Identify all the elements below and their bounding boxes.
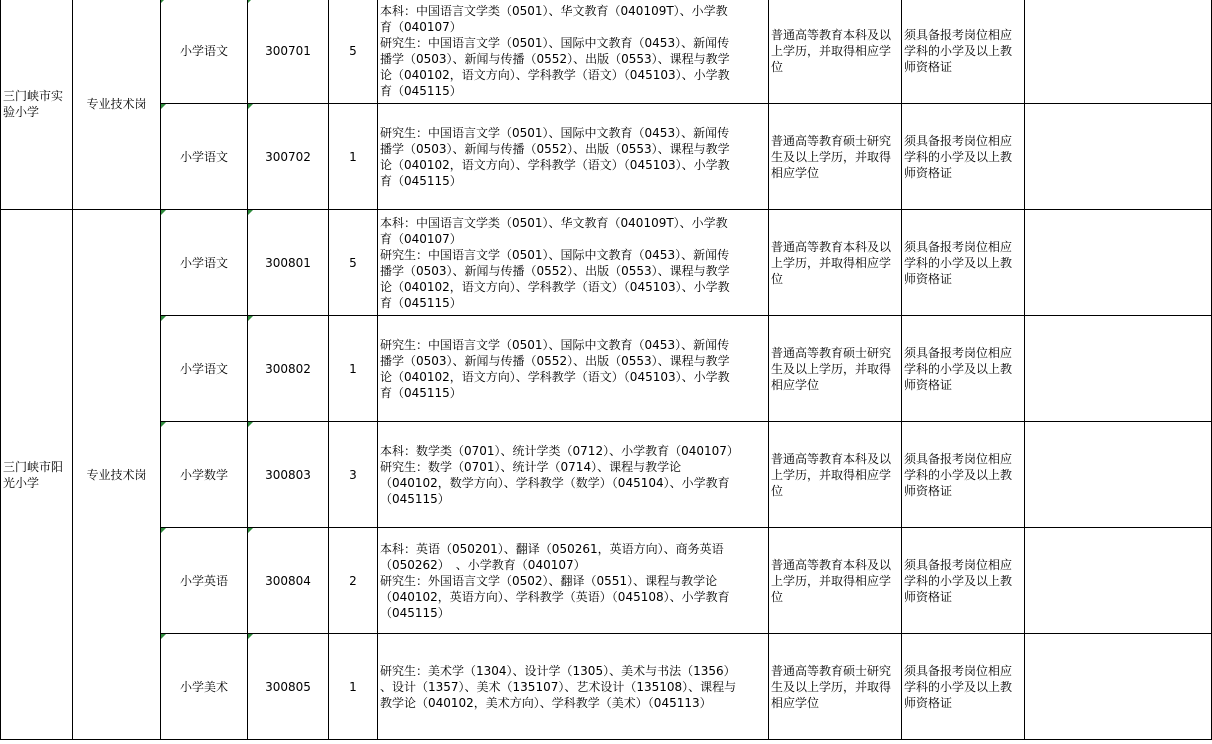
major-line: 育（045115） [380, 173, 462, 188]
major-requirement-cell [378, 210, 769, 316]
major-line: 研究生：外国语言文学（0502）、翻译（0551）、课程与教学论 [380, 573, 718, 588]
major-requirement-cell [378, 634, 769, 740]
major-line: （040102，数学方向）、学科教学（数学）（045104）、小学教育 [380, 475, 730, 490]
post-code-cell: 300802 [248, 316, 329, 422]
note-cell [1025, 634, 1212, 740]
subject-cell: 小学数学 [161, 422, 248, 528]
other-requirement-cell: 须具备报考岗位相应学科的小学及以上教师资格证 [902, 210, 1025, 316]
subject-cell: 小学语文 [161, 0, 248, 104]
table-body [1, 0, 1212, 740]
major-requirement-cell [378, 104, 769, 210]
major-line: （045115） [380, 491, 450, 506]
major-line: （040102，英语方向）、学科教学（英语）（045108）、小学教育 [380, 589, 730, 604]
major-line: 育（040107） [380, 19, 462, 34]
major-line: 研究生：数学（0701）、统计学（0714）、课程与教学论 [380, 459, 682, 474]
major-line: 育（045115） [380, 83, 462, 98]
subject-cell: 小学语文 [161, 210, 248, 316]
major-line: 播学（0503）、新闻与传播（0552）、出版（0553）、课程与教学 [380, 353, 730, 368]
major-line: 论（040102，语文方向）、学科教学（语文）（045103）、小学教 [380, 157, 730, 172]
post-code-cell: 300803 [248, 422, 329, 528]
table-row [1, 422, 1212, 528]
subject-cell: 小学美术 [161, 634, 248, 740]
major-line: 论（040102，语文方向）、学科教学（语文）（045103）、小学教 [380, 67, 730, 82]
major-requirement-cell [378, 0, 769, 104]
post-code-cell: 300805 [248, 634, 329, 740]
table-row [1, 316, 1212, 422]
post-code-cell: 300801 [248, 210, 329, 316]
major-line: 播学（0503）、新闻与传播（0552）、出版（0553）、课程与教学 [380, 51, 730, 66]
headcount-cell: 1 [329, 316, 378, 422]
post-type-cell: 专业技术岗 [73, 0, 161, 210]
note-cell [1025, 104, 1212, 210]
major-line: 研究生：美术学（1304）、设计学（1305）、美术与书法（1356） [380, 663, 736, 678]
table-row [1, 528, 1212, 634]
unit-name-cell: 三门峡市实验小学 [1, 0, 73, 210]
other-requirement-cell: 须具备报考岗位相应学科的小学及以上教师资格证 [902, 634, 1025, 740]
major-line: 本科：中国语言文学类（0501）、华文教育（040109T）、小学教 [380, 3, 728, 18]
headcount-cell: 3 [329, 422, 378, 528]
major-line: 育（045115） [380, 295, 462, 310]
note-cell [1025, 422, 1212, 528]
major-requirement-cell [378, 422, 769, 528]
table-row [1, 210, 1212, 316]
headcount-cell: 5 [329, 0, 378, 104]
major-line: 研究生：中国语言文学（0501）、国际中文教育（0453）、新闻传 [380, 337, 730, 352]
major-line: 研究生：中国语言文学（0501）、国际中文教育（0453）、新闻传 [380, 35, 730, 50]
major-line: 论（040102，语文方向）、学科教学（语文）（045103）、小学教 [380, 279, 730, 294]
post-type-cell: 专业技术岗 [73, 210, 161, 740]
other-requirement-cell: 须具备报考岗位相应学科的小学及以上教师资格证 [902, 316, 1025, 422]
major-line: 本科：中国语言文学类（0501）、华文教育（040109T）、小学教 [380, 215, 728, 230]
note-cell [1025, 316, 1212, 422]
major-line: 论（040102，语文方向）、学科教学（语文）（045103）、小学教 [380, 369, 730, 384]
unit-name-cell: 三门峡市阳光小学 [1, 210, 73, 740]
major-line: 研究生：中国语言文学（0501）、国际中文教育（0453）、新闻传 [380, 125, 730, 140]
headcount-cell: 5 [329, 210, 378, 316]
education-requirement-cell: 普通高等教育本科及以上学历，并取得相应学位 [769, 528, 902, 634]
education-requirement-cell: 普通高等教育本科及以上学历，并取得相应学位 [769, 422, 902, 528]
major-line: 研究生：中国语言文学（0501）、国际中文教育（0453）、新闻传 [380, 247, 730, 262]
major-line: 本科：英语（050201）、翻译（050261，英语方向）、商务英语 [380, 541, 724, 556]
table-row [1, 634, 1212, 740]
education-requirement-cell: 普通高等教育硕士研究生及以上学历，并取得相应学位 [769, 104, 902, 210]
other-requirement-cell: 须具备报考岗位相应学科的小学及以上教师资格证 [902, 528, 1025, 634]
post-code-cell: 300702 [248, 104, 329, 210]
major-requirement-cell [378, 316, 769, 422]
education-requirement-cell: 普通高等教育本科及以上学历，并取得相应学位 [769, 0, 902, 104]
education-requirement-cell: 普通高等教育本科及以上学历，并取得相应学位 [769, 210, 902, 316]
subject-cell: 小学英语 [161, 528, 248, 634]
major-line: 播学（0503）、新闻与传播（0552）、出版（0553）、课程与教学 [380, 141, 730, 156]
major-line: （045115） [380, 605, 450, 620]
major-line: 、设计（1357）、美术（135107）、艺术设计（135108）、课程与 [380, 679, 737, 694]
table-row [1, 0, 1212, 104]
major-line: 教学论（040102，美术方向）、学科教学（美术）（045113） [380, 695, 712, 710]
major-line: （050262） 、小学教育（040107） [380, 557, 586, 572]
education-requirement-cell: 普通高等教育硕士研究生及以上学历，并取得相应学位 [769, 634, 902, 740]
other-requirement-cell: 须具备报考岗位相应学科的小学及以上教师资格证 [902, 422, 1025, 528]
note-cell [1025, 0, 1212, 104]
major-line: 育（040107） [380, 231, 462, 246]
subject-cell: 小学语文 [161, 316, 248, 422]
post-code-cell: 300804 [248, 528, 329, 634]
headcount-cell: 1 [329, 634, 378, 740]
major-line: 育（045115） [380, 385, 462, 400]
other-requirement-cell: 须具备报考岗位相应学科的小学及以上教师资格证 [902, 0, 1025, 104]
major-requirement-cell [378, 528, 769, 634]
post-code-cell: 300701 [248, 0, 329, 104]
major-line: 本科：数学类（0701）、统计学类（0712）、小学教育（040107） [380, 443, 739, 458]
education-requirement-cell: 普通高等教育硕士研究生及以上学历，并取得相应学位 [769, 316, 902, 422]
note-cell [1025, 528, 1212, 634]
major-line: 播学（0503）、新闻与传播（0552）、出版（0553）、课程与教学 [380, 263, 730, 278]
headcount-cell: 1 [329, 104, 378, 210]
headcount-cell: 2 [329, 528, 378, 634]
other-requirement-cell: 须具备报考岗位相应学科的小学及以上教师资格证 [902, 104, 1025, 210]
subject-cell: 小学语文 [161, 104, 248, 210]
table-row [1, 104, 1212, 210]
note-cell [1025, 210, 1212, 316]
